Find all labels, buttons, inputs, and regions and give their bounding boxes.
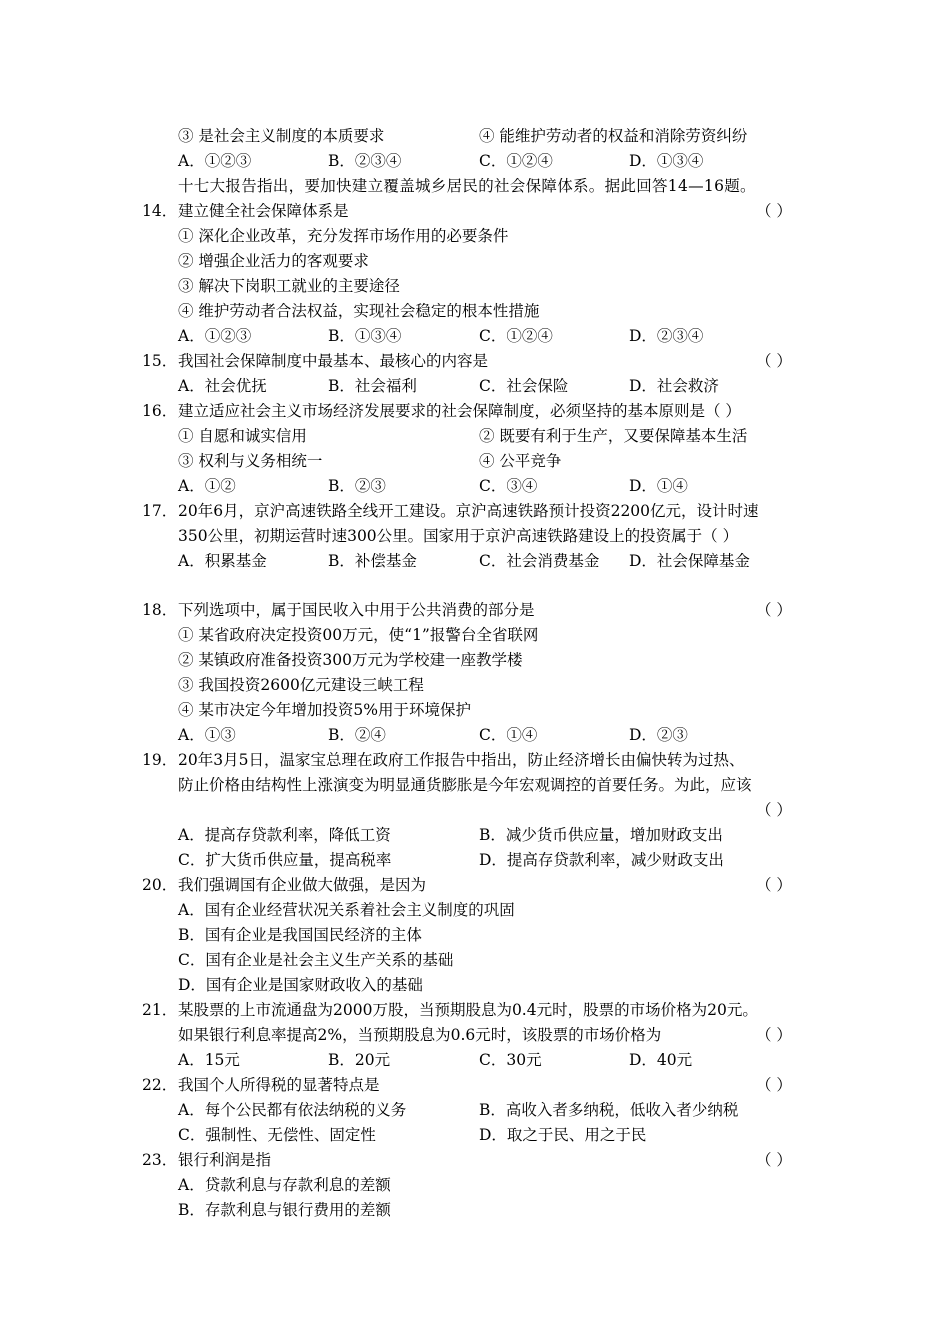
statement-1: ① 某省政府决定投资00万元，使“1”报警台全省联网 — [178, 626, 539, 644]
answer-choice-a: A．社会优抚 — [178, 377, 267, 395]
statement-1: ① 深化企业改革，充分发挥市场作用的必要条件 — [178, 227, 509, 245]
statement-4: ④ 某市决定今年增加投资5%用于环境保护 — [178, 701, 472, 719]
answer-choice-c: C．30元 — [479, 1051, 542, 1069]
answer-choice-d: D．国有企业是国家财政收入的基础 — [178, 976, 423, 994]
answer-choice-d: D．①③④ — [629, 152, 704, 170]
option-statement-4: ④ 能维护劳动者的权益和消除劳资纠纷 — [479, 127, 748, 145]
statement-1: ① 自愿和诚实信用 — [178, 427, 307, 445]
question-stem-21-line-2: 如果银行利息率提高2%，当预期股息为0.6元时，该股票的市场价格为 — [178, 1026, 662, 1044]
answer-choice-d: D．40元 — [629, 1051, 693, 1069]
answer-choice-a: A．①②③ — [178, 327, 252, 345]
question-number-14: 14． — [142, 202, 178, 220]
answer-choice-d: D．提高存贷款利率，减少财政支出 — [479, 851, 724, 869]
answer-choice-c: C．国有企业是社会主义生产关系的基础 — [178, 951, 454, 969]
answer-choice-b: B．存款利息与银行费用的差额 — [178, 1201, 391, 1219]
answer-choice-a: A．①③ — [178, 726, 236, 744]
answer-choice-c: C．①②④ — [479, 327, 553, 345]
answer-choice-b: B．国有企业是我国国民经济的主体 — [178, 926, 422, 944]
answer-choice-b: B．高收入者多纳税，低收入者少纳税 — [479, 1101, 739, 1119]
question-number-15: 15． — [142, 352, 178, 370]
answer-choice-d: D．①④ — [629, 477, 688, 495]
question-stem-23: 银行利润是指 — [178, 1151, 272, 1169]
answer-choice-a: A．贷款利息与存款利息的差额 — [178, 1176, 391, 1194]
answer-choice-a: A．每个公民都有依法纳税的义务 — [178, 1101, 407, 1119]
answer-choice-a: A．①② — [178, 477, 236, 495]
answer-choice-a: A．提高存贷款利率，降低工资 — [178, 826, 391, 844]
answer-choice-a: A．国有企业经营状况关系着社会主义制度的巩固 — [178, 901, 515, 919]
question-number-23: 23． — [142, 1151, 178, 1169]
statement-3: ③ 我国投资2600亿元建设三峡工程 — [178, 676, 424, 694]
answer-choice-c: C．③④ — [479, 477, 538, 495]
answer-choice-c: C．①②④ — [479, 152, 553, 170]
answer-choice-c: C．扩大货币供应量，提高税率 — [178, 851, 392, 869]
question-stem-20: 我们强调国有企业做大做强，是因为 — [178, 876, 427, 894]
question-stem-17-line-2: 350公里，初期运营时速300公里。国家用于京沪高速铁路建设上的投资属于（ ） — [178, 527, 739, 545]
statement-4: ④ 公平竞争 — [479, 452, 562, 470]
statement-2: ② 既要有利于生产，又要保障基本生活 — [479, 427, 748, 445]
statement-3: ③ 解决下岗职工就业的主要途径 — [178, 277, 400, 295]
question-stem-22: 我国个人所得税的显著特点是 — [178, 1076, 380, 1094]
answer-choice-a: A．积累基金 — [178, 552, 267, 570]
answer-choice-c: C．强制性、无偿性、固定性 — [178, 1126, 376, 1144]
answer-choice-d: D．社会救济 — [629, 377, 719, 395]
answer-choice-a: A．15元 — [178, 1051, 240, 1069]
question-stem-21-line-1: 某股票的上市流通盘为2000万股，当预期股息为0.4元时，股票的市场价格为20元。 — [178, 1001, 758, 1019]
question-stem-19-line-1: 20年3月5日，温家宝总理在政府工作报告中指出，防止经济增长由偏快转为过热、 — [178, 751, 745, 769]
answer-blank-18: （ ） — [756, 601, 792, 619]
question-number-19: 19． — [142, 751, 178, 769]
answer-choice-d: D．社会保障基金 — [629, 552, 750, 570]
answer-choice-b: B．社会福利 — [328, 377, 417, 395]
question-number-20: 20． — [142, 876, 178, 894]
answer-blank-14: （ ） — [756, 202, 792, 220]
statement-2: ② 某镇政府准备投资300万元为学校建一座教学楼 — [178, 651, 523, 669]
question-stem-15: 我国社会保障制度中最基本、最核心的内容是 — [178, 352, 489, 370]
statement-2: ② 增强企业活力的客观要求 — [178, 252, 369, 270]
answer-choice-a: A．①②③ — [178, 152, 252, 170]
statement-3: ③ 权利与义务相统一 — [178, 452, 323, 470]
answer-blank-15: （ ） — [756, 352, 792, 370]
option-statement-3: ③ 是社会主义制度的本质要求 — [178, 127, 385, 145]
question-stem-16: 建立适应社会主义市场经济发展要求的社会保障制度，必须坚持的基本原则是（ ） — [178, 402, 741, 420]
question-stem-17-line-1: 20年6月，京沪高速铁路全线开工建设。京沪高速铁路预计投资2200亿元，设计时速 — [178, 502, 759, 520]
question-stem-19-line-2: 防止价格由结构性上涨演变为明显通货膨胀是今年宏观调控的首要任务。为此，应该 — [178, 776, 752, 794]
answer-choice-b: B．补偿基金 — [328, 552, 417, 570]
question-number-22: 22． — [142, 1076, 178, 1094]
answer-choice-c: C．社会保险 — [479, 377, 569, 395]
question-stem-18: 下列选项中，属于国民收入中用于公共消费的部分是 — [178, 601, 535, 619]
answer-choice-b: B．②③ — [328, 477, 386, 495]
answer-choice-b: B．②④ — [328, 726, 386, 744]
answer-choice-b: B．②③④ — [328, 152, 402, 170]
question-stem-14: 建立健全社会保障体系是 — [178, 202, 349, 220]
answer-choice-b: B．减少货币供应量，增加财政支出 — [479, 826, 723, 844]
answer-choice-b: B．20元 — [328, 1051, 391, 1069]
answer-choice-c: C．社会消费基金 — [479, 552, 600, 570]
answer-blank-23: （ ） — [756, 1151, 792, 1169]
answer-blank-22: （ ） — [756, 1076, 792, 1094]
question-number-16: 16． — [142, 402, 178, 420]
question-number-17: 17． — [142, 502, 178, 520]
question-number-21: 21． — [142, 1001, 178, 1019]
statement-4: ④ 维护劳动者合法权益，实现社会稳定的根本性措施 — [178, 302, 540, 320]
answer-blank-19: （ ） — [756, 801, 792, 819]
question-number-18: 18． — [142, 601, 178, 619]
answer-choice-c: C．①④ — [479, 726, 538, 744]
answer-choice-d: D．取之于民、用之于民 — [479, 1126, 647, 1144]
answer-blank-20: （ ） — [756, 876, 792, 894]
answer-blank-21: （ ） — [756, 1026, 792, 1044]
section-intro: 十七大报告指出，要加快建立覆盖城乡居民的社会保障体系。据此回答14—16题。 — [178, 177, 756, 195]
answer-choice-d: D．②③ — [629, 726, 688, 744]
answer-choice-b: B．①③④ — [328, 327, 402, 345]
answer-choice-d: D．②③④ — [629, 327, 704, 345]
